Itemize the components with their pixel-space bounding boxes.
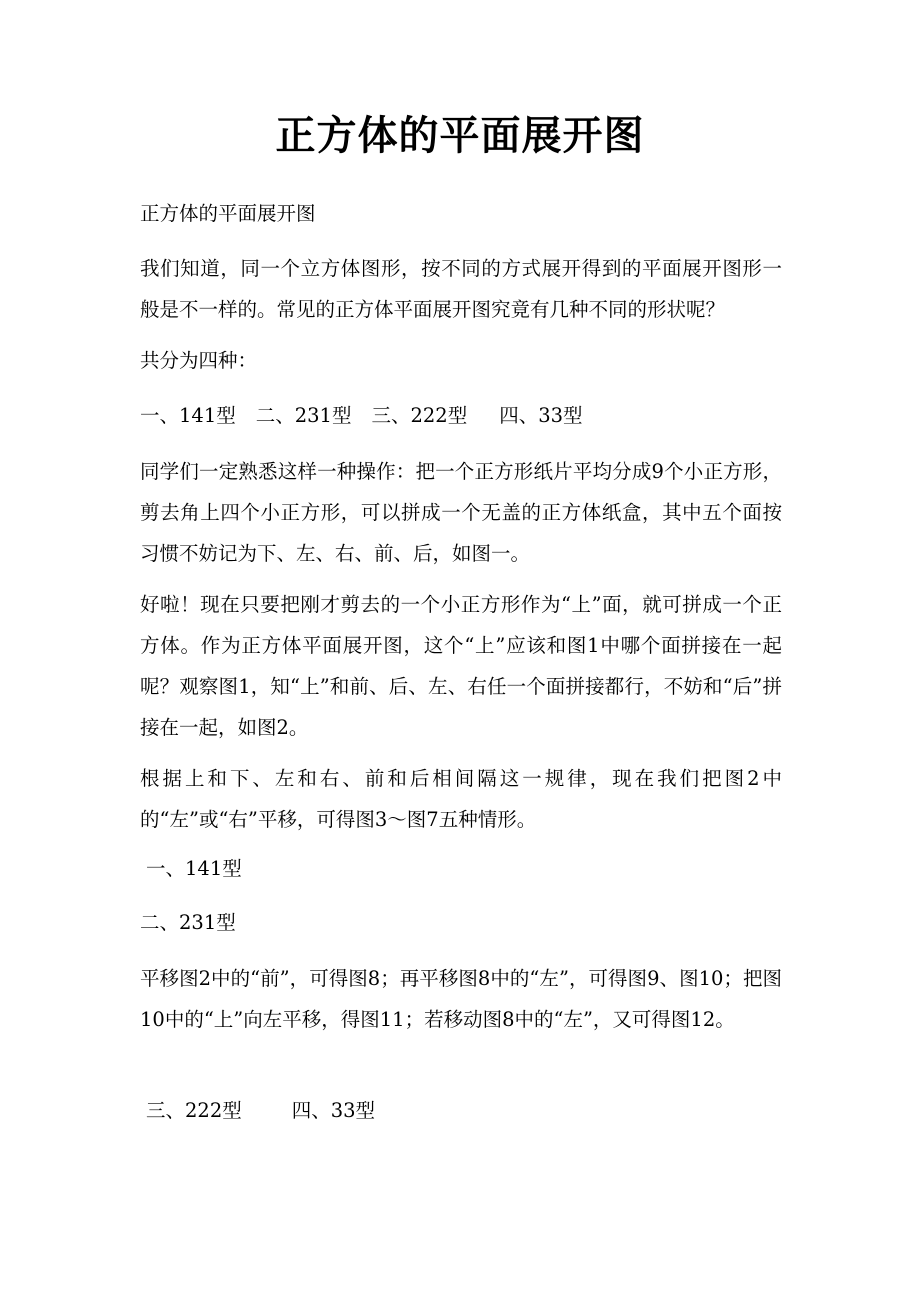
type-231-label: 二、231型 <box>255 404 352 427</box>
translate-paragraph: 平移图2中的“前”，可得图8；再平移图8中的“左”，可得图9、图10；把图10中的“上”向左平移，得图11；若移动图8中的“左”，又可得图12。 <box>140 967 782 1031</box>
heading-type-33: 四、33型 <box>291 1099 376 1122</box>
operation-paragraph: 同学们一定熟悉这样一种操作：把一个正方形纸片平均分成9个小正方形，剪去角上四个小正方形，可以拼成一个无盖的正方体纸盒，其中五个面按习惯不妨记为下、左、右、前、后，如图一。 <box>140 460 782 565</box>
type-222-label: 三、222型 <box>371 404 468 427</box>
bottom-types-line <box>146 1090 788 1131</box>
types-list-line <box>140 395 782 436</box>
top-face-paragraph: 好啦！现在只要把刚才剪去的一个小正方形作为“上”面，就可拼成一个正方体。作为正方体平面展开图，这个“上”应该和图1中哪个面拼接在一起呢？观察图1，知“上”和前、后、左、右任一个面拼接都行，不妨和“后”拼接在一起，如图2。 <box>140 593 782 739</box>
intro-paragraph: 我们知道，同一个立方体图形，按不同的方式展开得到的平面展开图形一般是不一样的。常见的正方体平面展开图究竟有几种不同的形状呢？ <box>140 257 782 321</box>
type-141-label: 一、141型 <box>140 404 236 427</box>
type-33-label: 四、33型 <box>499 404 583 427</box>
heading-type-231: 二、231型 <box>140 911 236 934</box>
rule-paragraph: 根据上和下、左和右、前和后相间隔这一规律，现在我们把图2中的“左”或“右”平移，可得图3～图7五种情形。 <box>140 767 782 831</box>
document-subtitle: 正方体的平面展开图 <box>140 202 316 225</box>
document-title: 正方体的平面展开图 <box>275 112 645 159</box>
heading-type-222: 三、222型 <box>146 1099 242 1122</box>
heading-type-141: 一、141型 <box>146 857 242 880</box>
type-count-line: 共分为四种： <box>140 349 258 372</box>
